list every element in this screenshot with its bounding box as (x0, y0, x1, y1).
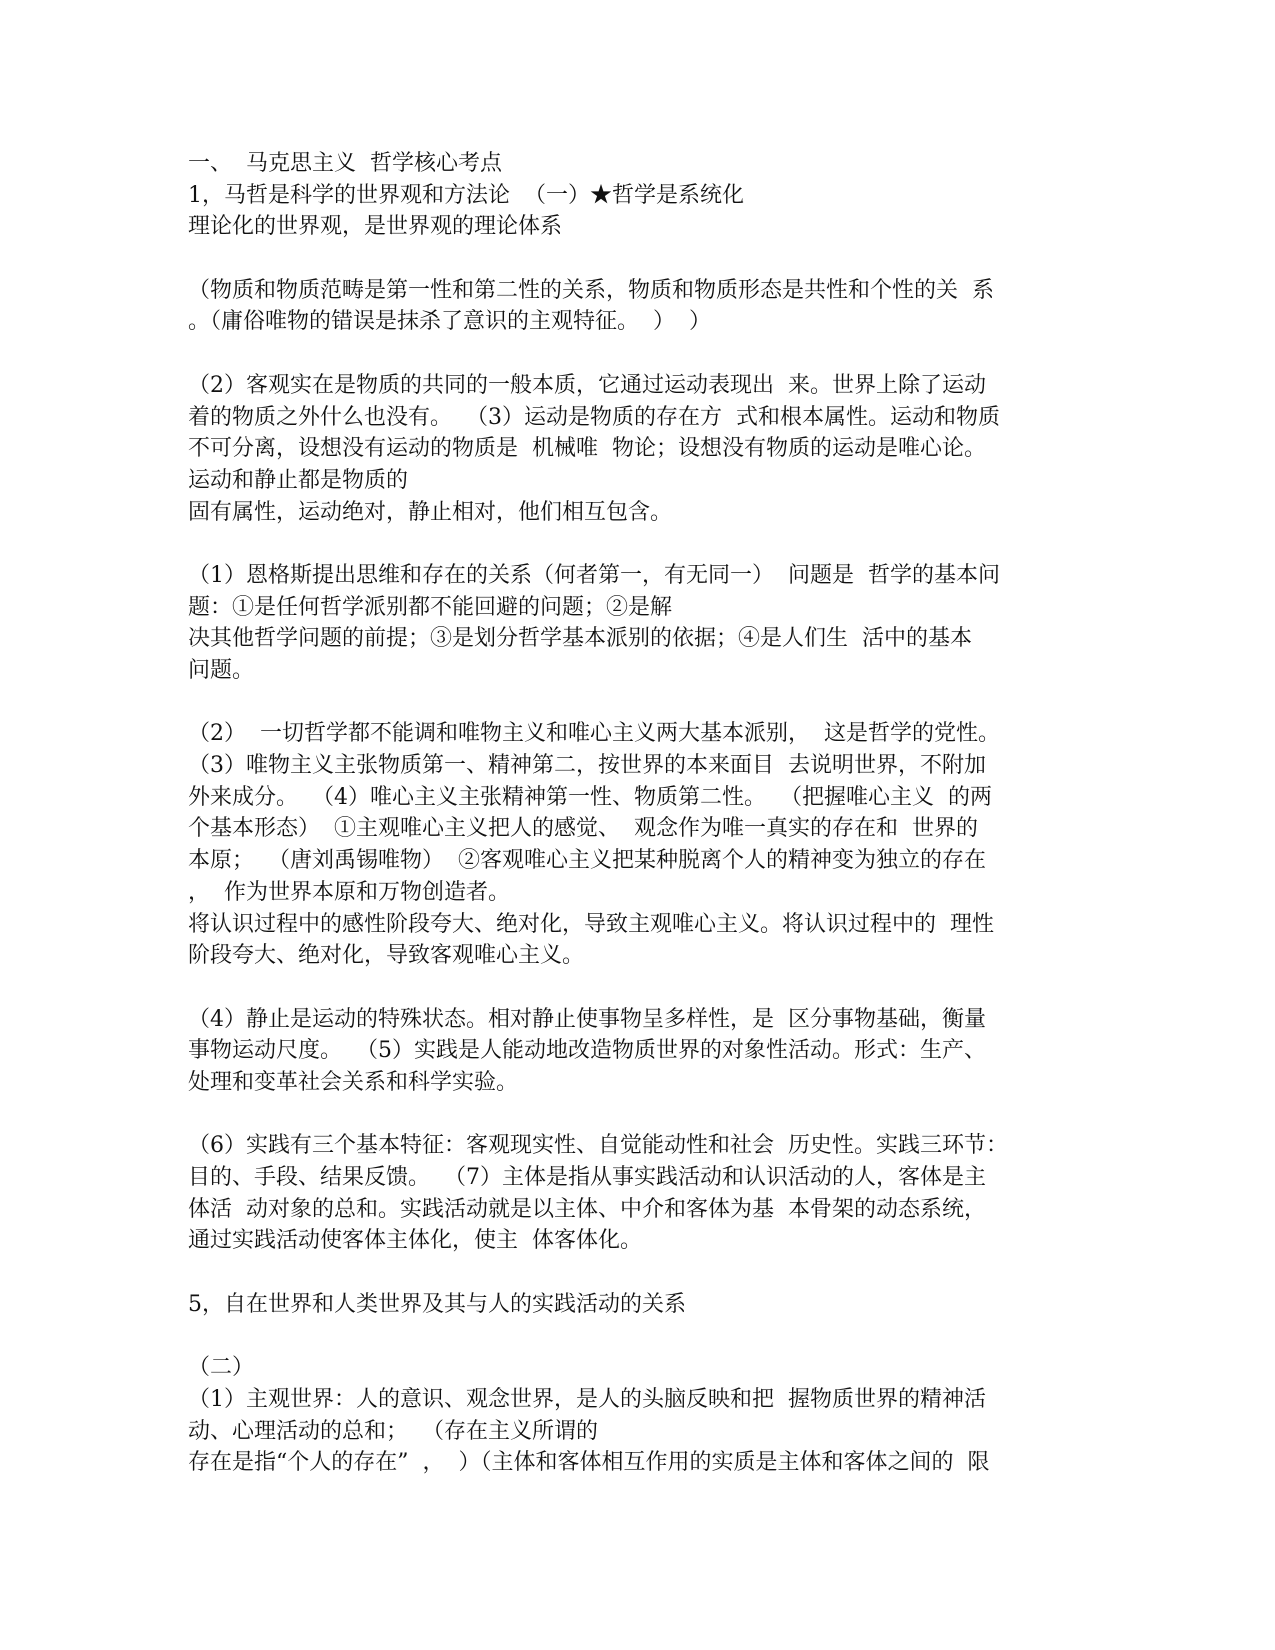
text-line: 5，自在世界和人类世界及其与人的实践活动的关系 (188, 1291, 686, 1317)
text-line: 目的、手段、结果反馈。 （7）主体是指从事实践活动和认识活动的人，客体是主 (188, 1165, 986, 1190)
blank-line (188, 1257, 1098, 1289)
text-line: 动、心理活动的总和； （存在主义所谓的 (188, 1418, 598, 1444)
text-line: （2） 一切哲学都不能调和唯物主义和唯心主义两大基本派别， 这是哲学的党性。 (188, 721, 1000, 747)
blank-line (188, 687, 1098, 719)
text-line: 存在是指“个人的存在” ， ）（主体和客体相互作用的实质是主体和客体之间的 限 (188, 1450, 990, 1476)
blank-line (188, 1099, 1098, 1131)
text-line: 外来成分。 （4）唯心主义主张精神第一性、物质第二性。 （把握唯心主义 的两 (188, 784, 992, 810)
text-line: 。（庸俗唯物的错误是抹杀了意识的主观特征。 ） ） (188, 309, 711, 335)
blank-line (188, 338, 1098, 370)
text-line: 固有属性，运动绝对，静止相对，他们相互包含。 (188, 499, 673, 525)
text-line: 1，马哲是科学的世界观和方法论 （一）★哲学是系统化 (188, 182, 744, 208)
text-line: （1）主观世界：人的意识、观念世界，是人的头脑反映和把 握物质世界的精神活 (188, 1386, 986, 1412)
text-line: （2）客观实在是物质的共同的一般本质，它通过运动表现出 来。世界上除了运动 (188, 372, 986, 398)
text-line: （二） (188, 1355, 255, 1381)
blank-line (188, 972, 1098, 1004)
text-line: 题：①是任何哲学派别都不能回避的问题；②是解 (188, 594, 673, 620)
text-line: 本原； （唐刘禹锡唯物） ②客观唯心主义把某种脱离个人的精神变为独立的存在 (188, 848, 986, 874)
text-line: 体活 动对象的总和。实践活动就是以主体、中介和客体为基 本骨架的动态系统， (188, 1196, 986, 1222)
text-line: 运动和静止都是物质的 (188, 467, 409, 493)
blank-line (188, 243, 1098, 275)
text-line: 着的物质之外什么也没有。 （3）运动是物质的存在方 式和根本属性。运动和物质 (188, 404, 1000, 430)
section-heading: 一、 马克思主义 哲学核心考点 (188, 151, 502, 176)
text-line: 决其他哲学问题的前提；③是划分哲学基本派别的依据；④是人们生 活中的基本 (188, 626, 972, 652)
text-line: 个基本形态） ①主观唯心主义把人的感觉、 观念作为唯一真实的存在和 世界的 (188, 816, 978, 842)
text-line: （3）唯物主义主张物质第一、精神第二，按世界的本来面目 去说明世界，不附加 (188, 753, 986, 779)
text-line: （1）恩格斯提出思维和存在的关系（何者第一，有无同一） 问题是 哲学的基本问 (188, 562, 1000, 588)
blank-line (188, 1320, 1098, 1352)
text-line: 通过实践活动使客体主体化，使主 体客体化。 (188, 1228, 642, 1254)
text-line: 理论化的世界观，是世界观的理论体系 (188, 214, 563, 240)
blank-line (188, 528, 1098, 560)
text-line: ， 作为世界本原和万物创造者。 (188, 879, 510, 905)
text-line: 阶段夸大、绝对化，导致客观唯心主义。 (188, 943, 585, 969)
text-line: （6）实践有三个基本特征：客观现实性、自觉能动性和社会 历史性。实践三环节： (188, 1133, 1008, 1159)
text-line: （物质和物质范畴是第一性和第二性的关系，物质和物质形态是共性和个性的关 系 (188, 277, 994, 303)
text-line: 将认识过程中的感性阶段夸大、绝对化，导致主观唯心主义。将认识过程中的 理性 (188, 911, 994, 937)
text-line: 事物运动尺度。 （5）实践是人能动地改造物质世界的对象性活动。形式：生产、 (188, 1038, 986, 1064)
text-line: 处理和变革社会关系和科学实验。 (188, 1069, 519, 1095)
text-line: 问题。 (188, 658, 255, 683)
text-line: （4）静止是运动的特殊状态。相对静止使事物呈多样性，是 区分事物基础，衡量 (188, 1006, 986, 1032)
document-body (188, 148, 1098, 1479)
text-line: 不可分离，设想没有运动的物质是 机械唯 物论；设想没有物质的运动是唯心论。 (188, 436, 986, 462)
